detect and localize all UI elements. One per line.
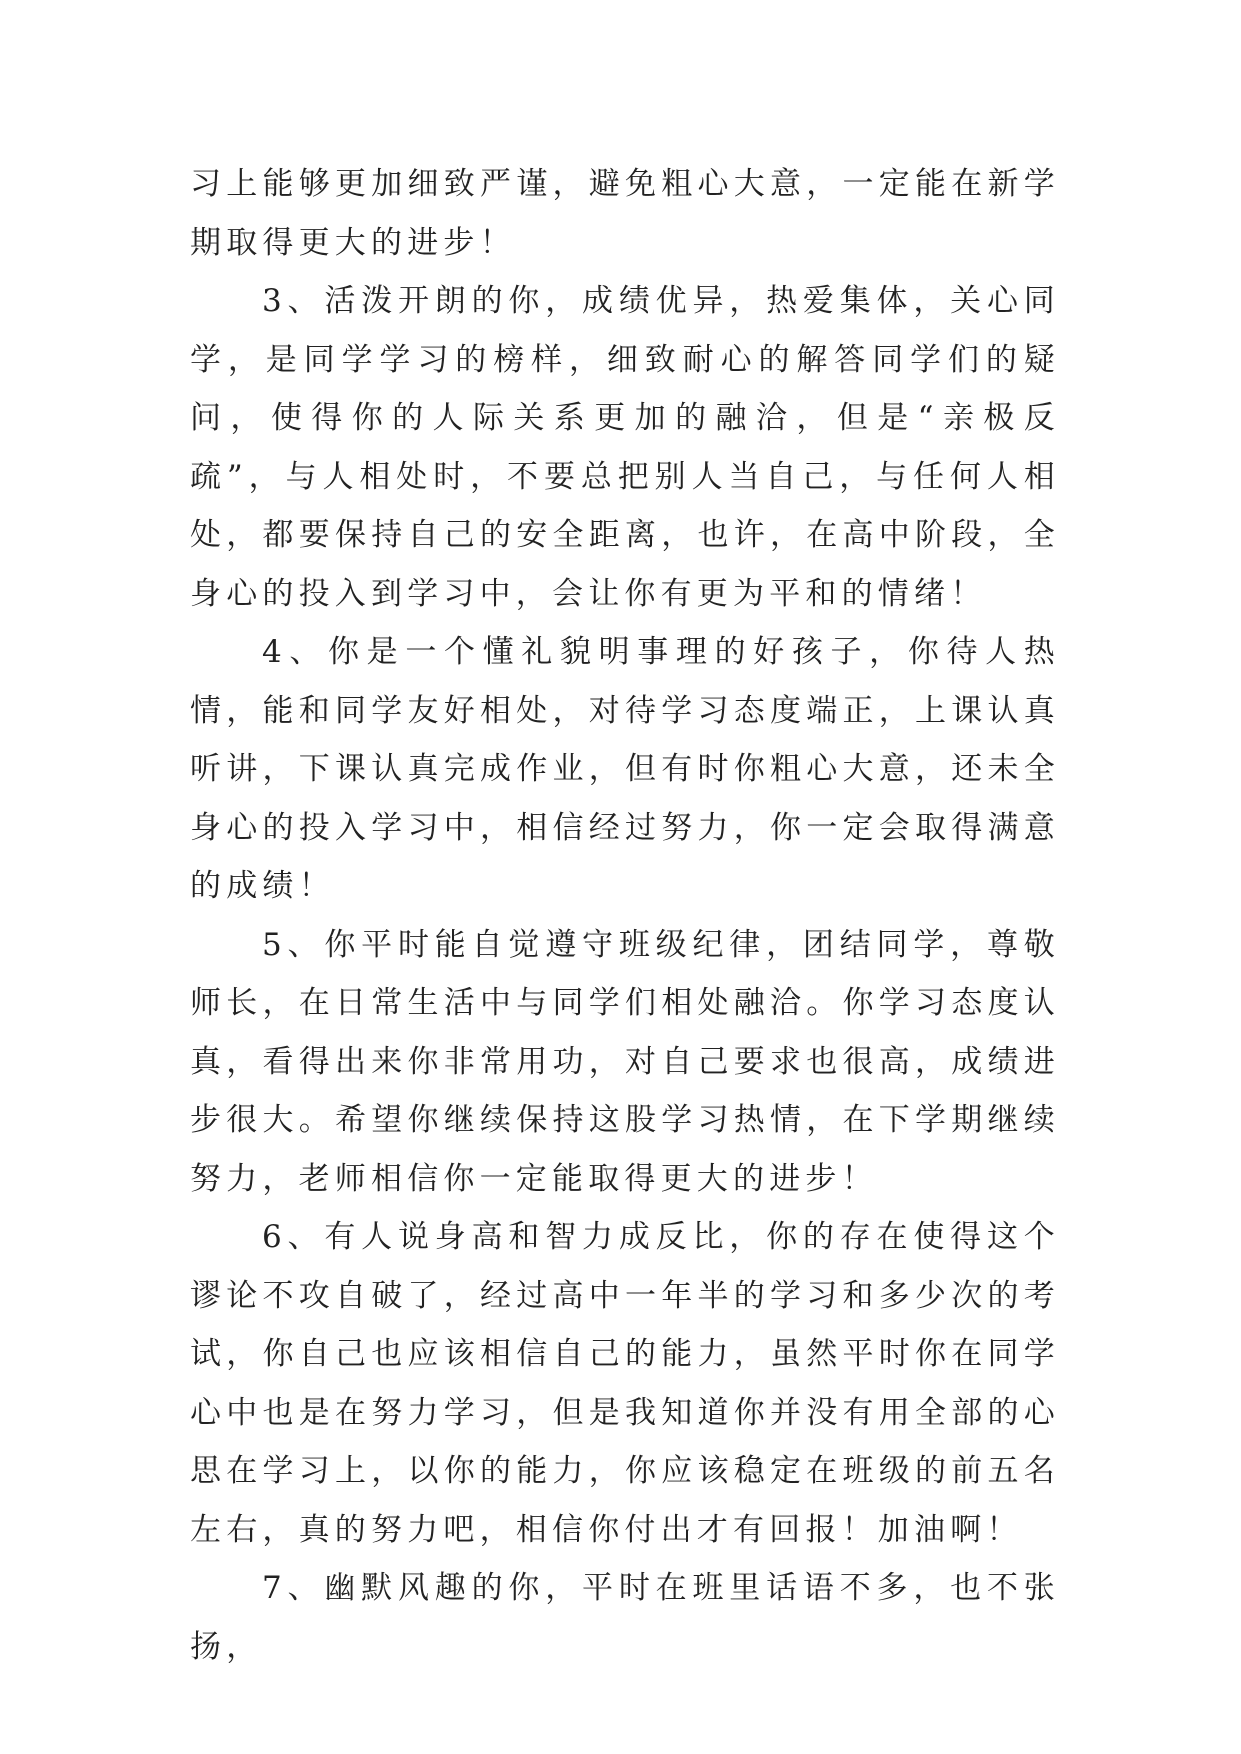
paragraph-comment-6: 6、有人说身高和智力成反比，你的存在使得这个谬论不攻自破了，经过高中一年半的学习和多少次的考试，你自己也应该相信自己的能力，虽然平时你在同学心中也是在努力学习，但是我知道你并没有用全部的心思在学习上，以你的能力，你应该稳定在班级的前五名左右，真的努力吧，相信你付出才有回报！加油啊！ — [190, 1219, 1060, 1548]
paragraph-comment-3: 3、活泼开朗的你，成绩优异，热爱集体，关心同学，是同学学习的榜样，细致耐心的解答同学们的疑问，使得你的人际关系更加的融洽，但是“亲极反疏”，与人相处时，不要总把别人当自己，与任何人相处，都要保持自己的安全距离，也许，在高中阶段，全身心的投入到学习中，会让你有更为平和的情绪！ — [190, 283, 1060, 612]
paragraph-comment-5: 5、你平时能自觉遵守班级纪律，团结同学，尊敬师长，在日常生活中与同学们相处融洽。你学习态度认真，看得出来你非常用功，对自己要求也很高，成绩进步很大。希望你继续保持这股学习热情，在下学期继续努力，老师相信你一定能取得更大的进步！ — [190, 926, 1060, 1197]
paragraph-comment-7: 7、幽默风趣的你，平时在班里话语不多，也不张扬， — [190, 1570, 1060, 1665]
body-text — [190, 155, 1060, 1676]
paragraph-continuation: 习上能够更加细致严谨，避免粗心大意，一定能在新学期取得更大的进步！ — [190, 166, 1060, 261]
paragraph-comment-4: 4、你是一个懂礼貌明事理的好孩子，你待人热情，能和同学友好相处，对待学习态度端正，上课认真听讲，下课认真完成作业，但有时你粗心大意，还未全身心的投入学习中，相信经过努力，你一定会取得满意的成绩！ — [190, 634, 1060, 904]
